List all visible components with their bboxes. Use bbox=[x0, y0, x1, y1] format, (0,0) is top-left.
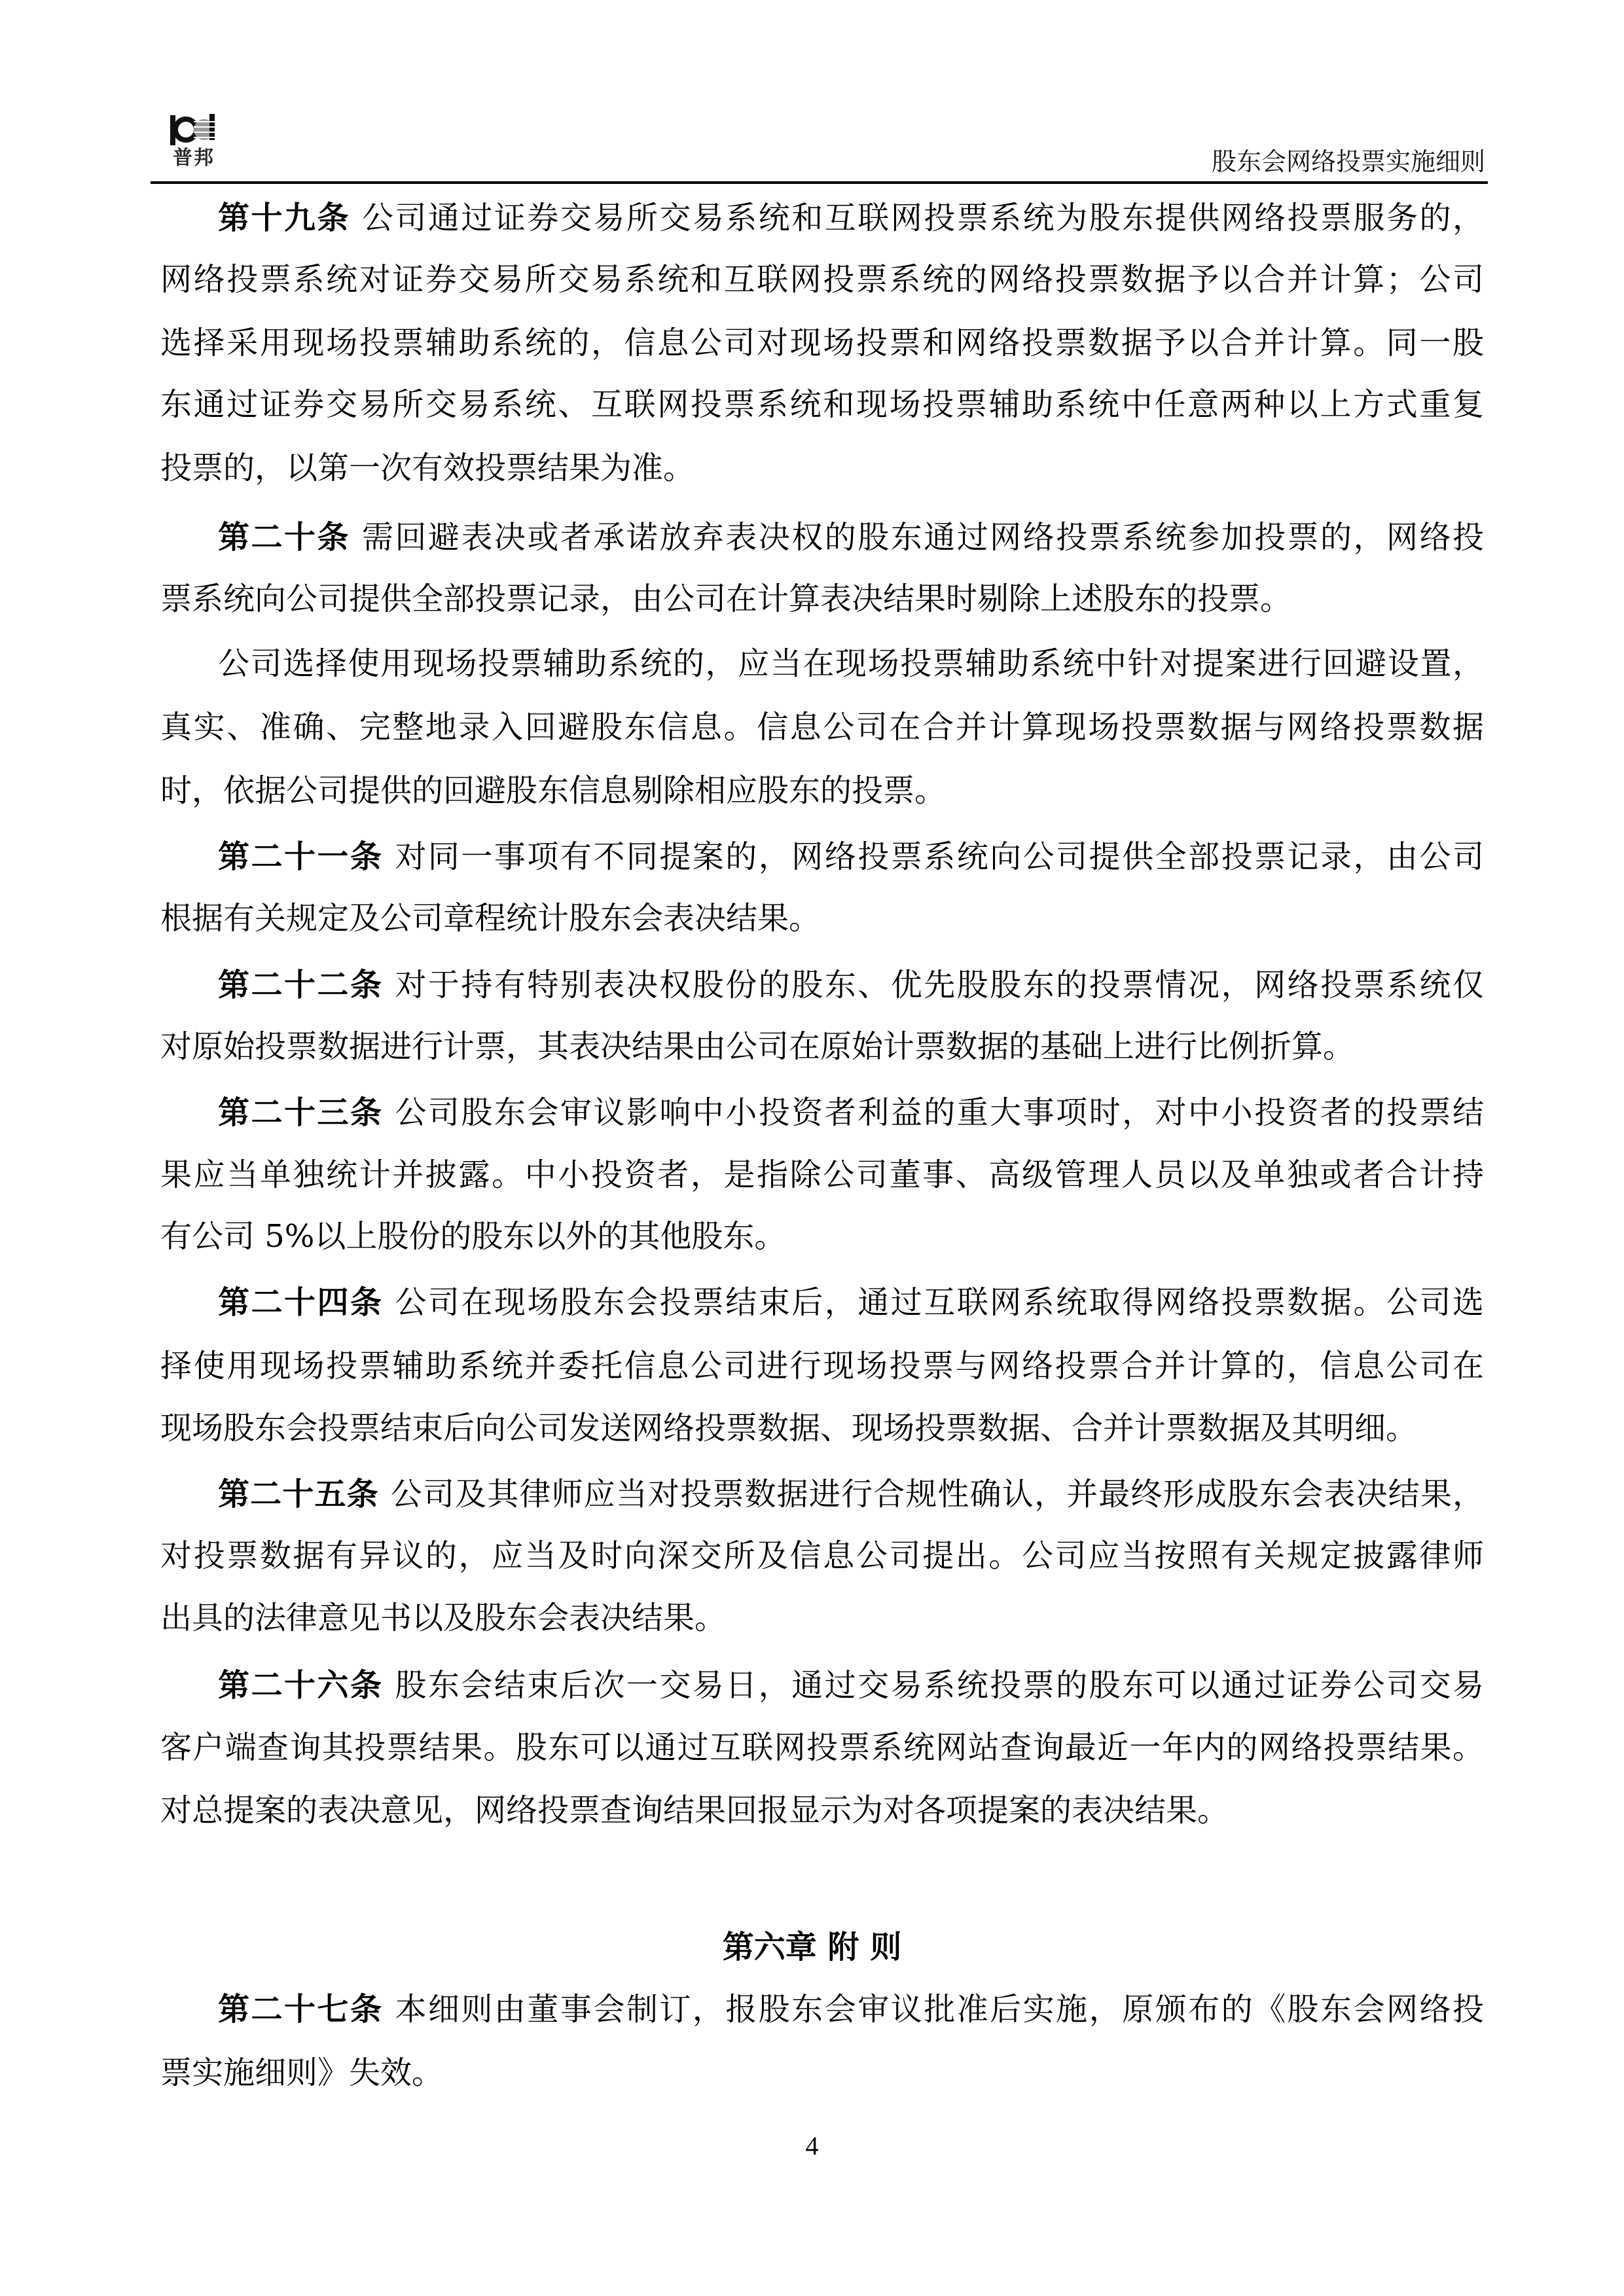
article-label: 第十九条 bbox=[218, 200, 350, 236]
article-label: 第二十一条 bbox=[218, 838, 384, 875]
paragraph-text: 时，依据公司提供的回避股东信息剔除相应股东的投票。 bbox=[160, 772, 947, 809]
article-label: 第二十五条 bbox=[218, 1476, 379, 1513]
paragraph-line bbox=[160, 448, 1484, 488]
chapter-heading: 第六章 附 则 bbox=[722, 1929, 902, 1965]
article-label: 第二十三条 bbox=[218, 1094, 384, 1131]
paragraph-text: 股东会结束后次一交易日，通过交易系统投票的股东可以通过证券公司交易 bbox=[395, 1667, 1484, 1704]
paragraph-text: 客户端查询其投票结果。股东可以通过互联网投票系统网站查询最近一年内的网络投票结果。 bbox=[160, 1729, 1484, 1766]
article-label: 第二十六条 bbox=[218, 1667, 384, 1704]
paragraph-text: 投票的，以第一次有效投票结果为准。 bbox=[160, 450, 695, 486]
paragraph-text: 票实施细则》失效。 bbox=[160, 2054, 444, 2091]
paragraph-text: 对投票数据有异议的，应当及时向深交所及信息公司提出。公司应当按照有关规定披露律师 bbox=[160, 1537, 1484, 1574]
paragraph-text: 果应当单独统计并披露。中小投资者，是指除公司董事、高级管理人员以及单独或者合计持 bbox=[160, 1157, 1484, 1193]
paragraph-line bbox=[160, 1728, 1484, 1767]
paragraph-text: 对于持有特别表决权股份的股东、优先股股东的投票情况，网络投票系统仅 bbox=[395, 967, 1484, 1003]
paragraph-line bbox=[160, 1346, 1484, 1386]
paragraph-text: 现场股东会投票结束后向公司发送网络投票数据、现场投票数据、合并计票数据及其明细。 bbox=[160, 1410, 1418, 1446]
paragraph-line bbox=[160, 1217, 1484, 1256]
company-logo bbox=[164, 113, 224, 173]
article-label: 第二十二条 bbox=[218, 967, 384, 1003]
paragraph-text: 需回避表决或者承诺放弃表决权的股东通过网络投票系统参加投票的，网络投 bbox=[361, 519, 1484, 556]
paragraph-text: 票系统向公司提供全部投票记录，由公司在计算表决结果时剔除上述股东的投票。 bbox=[160, 581, 1292, 617]
paragraph-line bbox=[160, 1598, 1484, 1638]
paragraph-text: 根据有关规定及公司章程统计股东会表决结果。 bbox=[160, 900, 821, 937]
paragraph-line bbox=[160, 579, 1484, 619]
paragraph-line bbox=[160, 899, 1484, 938]
paragraph-line bbox=[160, 1536, 1484, 1575]
logo-mark-icon bbox=[166, 113, 221, 147]
paragraph-line bbox=[160, 965, 1484, 1005]
paragraph-text: 择使用现场投票辅助系统并委托信息公司进行现场投票与网络投票合并计算的，信息公司在 bbox=[160, 1348, 1484, 1384]
paragraph-line bbox=[160, 2053, 1484, 2092]
paragraph-line bbox=[160, 708, 1484, 747]
paragraph-line bbox=[160, 1155, 1484, 1194]
paragraph-line bbox=[160, 323, 1484, 363]
paragraph-text: 东通过证券交易所交易系统、互联网投票系统和现场投票辅助系统中任意两种以上方式重复 bbox=[160, 386, 1484, 423]
paragraph-text: 有公司 5%以上股份的股东以外的其他股东。 bbox=[160, 1218, 786, 1255]
paragraph-line bbox=[160, 260, 1484, 299]
paragraph-line bbox=[160, 1283, 1484, 1322]
paragraph-line bbox=[160, 644, 1484, 683]
paragraph-line bbox=[160, 518, 1484, 557]
logo-text: 普邦 bbox=[173, 147, 215, 170]
paragraph-text: 真实、准确、完整地录入回避股东信息。信息公司在合并计算现场投票数据与网络投票数据 bbox=[160, 709, 1484, 745]
paragraph-text: 对总提案的表决意见，网络投票查询结果回报显示为对各项提案的表决结果。 bbox=[160, 1792, 1229, 1829]
paragraph-text: 出具的法律意见书以及股东会表决结果。 bbox=[160, 1600, 727, 1636]
paragraph-text: 公司股东会审议影响中小投资者利益的重大事项时，对中小投资者的投票结 bbox=[395, 1094, 1484, 1131]
paragraph-line bbox=[160, 1475, 1484, 1514]
article-label: 第二十七条 bbox=[218, 1991, 384, 2028]
paragraph-line bbox=[160, 385, 1484, 424]
paragraph-text: 对原始投票数据进行计票，其表决结果由公司在原始计票数据的基础上进行比例折算。 bbox=[160, 1028, 1355, 1065]
paragraph-text: 对同一事项有不同提案的，网络投票系统向公司提供全部投票记录，由公司 bbox=[395, 838, 1484, 875]
paragraph-text: 公司在现场股东会投票结束后，通过互联网系统取得网络投票数据。公司选 bbox=[395, 1284, 1484, 1321]
paragraph-line bbox=[160, 1093, 1484, 1132]
paragraph-text: 公司通过证券交易所交易系统和互联网投票系统为股东提供网络投票服务的， bbox=[361, 200, 1484, 236]
article-label: 第二十条 bbox=[218, 519, 350, 556]
paragraph-line bbox=[160, 771, 1484, 810]
page-number: 4 bbox=[805, 2131, 819, 2161]
paragraph-line bbox=[160, 198, 1484, 238]
paragraph-line bbox=[160, 1791, 1484, 1830]
paragraph-text: 公司及其律师应当对投票数据进行合规性确认，并最终形成股东会表决结果， bbox=[390, 1476, 1484, 1513]
article-label: 第二十四条 bbox=[218, 1284, 384, 1321]
paragraph-line bbox=[160, 1408, 1484, 1448]
paragraph-text: 公司选择使用现场投票辅助系统的，应当在现场投票辅助系统中针对提案进行回避设置， bbox=[218, 645, 1484, 682]
document-header-title: 股东会网络投票实施细则 bbox=[1211, 147, 1485, 176]
paragraph-text: 选择采用现场投票辅助系统的，信息公司对现场投票和网络投票数据予以合并计算。同一股 bbox=[160, 325, 1484, 361]
header-divider bbox=[151, 181, 1488, 184]
paragraph-text: 网络投票系统对证券交易所交易系统和互联网投票系统的网络投票数据予以合并计算；公司 bbox=[160, 261, 1484, 298]
paragraph-line bbox=[160, 1990, 1484, 2029]
paragraph-line bbox=[160, 1027, 1484, 1066]
paragraph-line bbox=[160, 837, 1484, 876]
paragraph-text: 本细则由董事会制订，报股东会审议批准后实施，原颁布的《股东会网络投 bbox=[395, 1991, 1484, 2028]
paragraph-line bbox=[160, 1666, 1484, 1705]
